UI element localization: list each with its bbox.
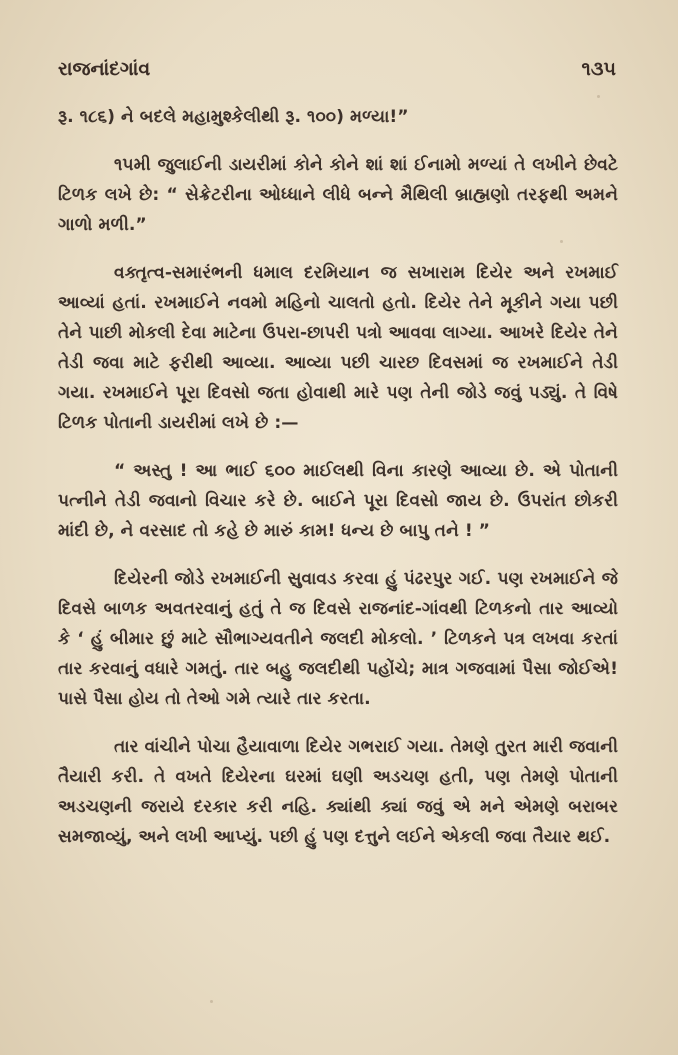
paper-speck [560,240,563,243]
paragraph: તાર વાંચીને પોચા હૈયાવાળા દિયેર ગભરાઈ ગયા. તેમણે તુરત મારી જવાની તૈયારી કરી. તે વખતે દિયેરના ઘરમાં ઘણી અડચણ હતી, પણ તેમણે પોતાની અડચણની જરાયે દરકાર કરી નહિ. ક્યાંથી ક્યાં જવું એ મને એમણે બરાબર સમજાવ્યું, અને લખી આપ્યું. પછી હું પણ દત્તુને લઈને એકલી જવા તૈયાર થઈ. [58,737,618,847]
quoted-diary-paragraph: “ અસ્તુ ! આ ભાઈ ૬૦૦ માઈલથી વિના કારણે આવ્યા છે. એ પોતાની પત્નીને તેડી જવાનો વિચાર કરે છે. બાઈને પૂરા દિવસો જાય છે. ઉપરાંત છોકરી માંદી છે, ને વરસાદ તો કહે છે મારું કામ! ધન્ય છે બાપુ તને ! ” [58,461,618,541]
page-body [58,102,618,870]
page-number: ૧૩૫ [581,58,616,80]
paragraph: દિયેરની જોડે રખમાઈની સુવાવડ કરવા હું પંઢરપુર ગઈ. પણ રખમાઈને જે દિવસે બાળક અવતરવાનું હતું તે જ દિવસે રાજનાંદ-ગાંવથી ટિળકનો તાર આવ્યો કે ‘ હું બીમાર છું માટે સૌભાગ્યવતીને જલદી મોકલો. ’ ટિળકને પત્ર લખવા કરતાં તાર કરવાનું વધારે ગમતું. તાર બહુ જલદીથી પહોંચે; માત્ર ગજવામાં પૈસા જોઈએ! પાસે પૈસા હોય તો તેઓ ગમે ત્યારે તાર કરતા. [58,569,618,709]
page-header [58,58,616,88]
paper-speck [210,1000,213,1003]
paragraph-continuation: રૂ. ૧૮૬) ને બદલે મહામુશ્કેલીથી રૂ. ૧૦૦) મળ્યા!” [58,107,409,127]
paragraph: ૧૫મી જુલાઈની ડાયરીમાં કોને કોને શાં શાં ઈનામો મળ્યાં તે લખીને છેવટે ટિળક લખે છે: “ સેક્રેટરીના ઓધ્ધાને લીધે બન્ને મૈથિલી બ્રાહ્મણો તરફથી અમને ગાળો મળી.” [58,155,618,235]
paper-speck [597,95,600,98]
running-head: રાજનાંદગાંવ [58,58,151,80]
paragraph: વક્તૃત્વ-સમારંભની ધમાલ દરમિયાન જ સખારામ દિયેર અને રખમાઈ આવ્યાં હતાં. રખમાઈને નવમો મહિનો ચાલતો હતો. દિયેર તેને મૂકીને ગયા પછી તેને પાછી મોકલી દેવા માટેના ઉપરા-છાપરી પત્રો આવવા લાગ્યા. આખરે દિયેર તેને તેડી જવા માટે ફરીથી આવ્યા. આવ્યા પછી ચારછ દિવસમાં જ રખમાઈને તેડી ગયા. રખમાઈને પૂરા દિવસો જતા હોવાથી મારે પણ તેની જોડે જવું પડ્યું. તે વિષે ટિળક પોતાની ડાયરીમાં લખે છે :— [58,263,618,433]
